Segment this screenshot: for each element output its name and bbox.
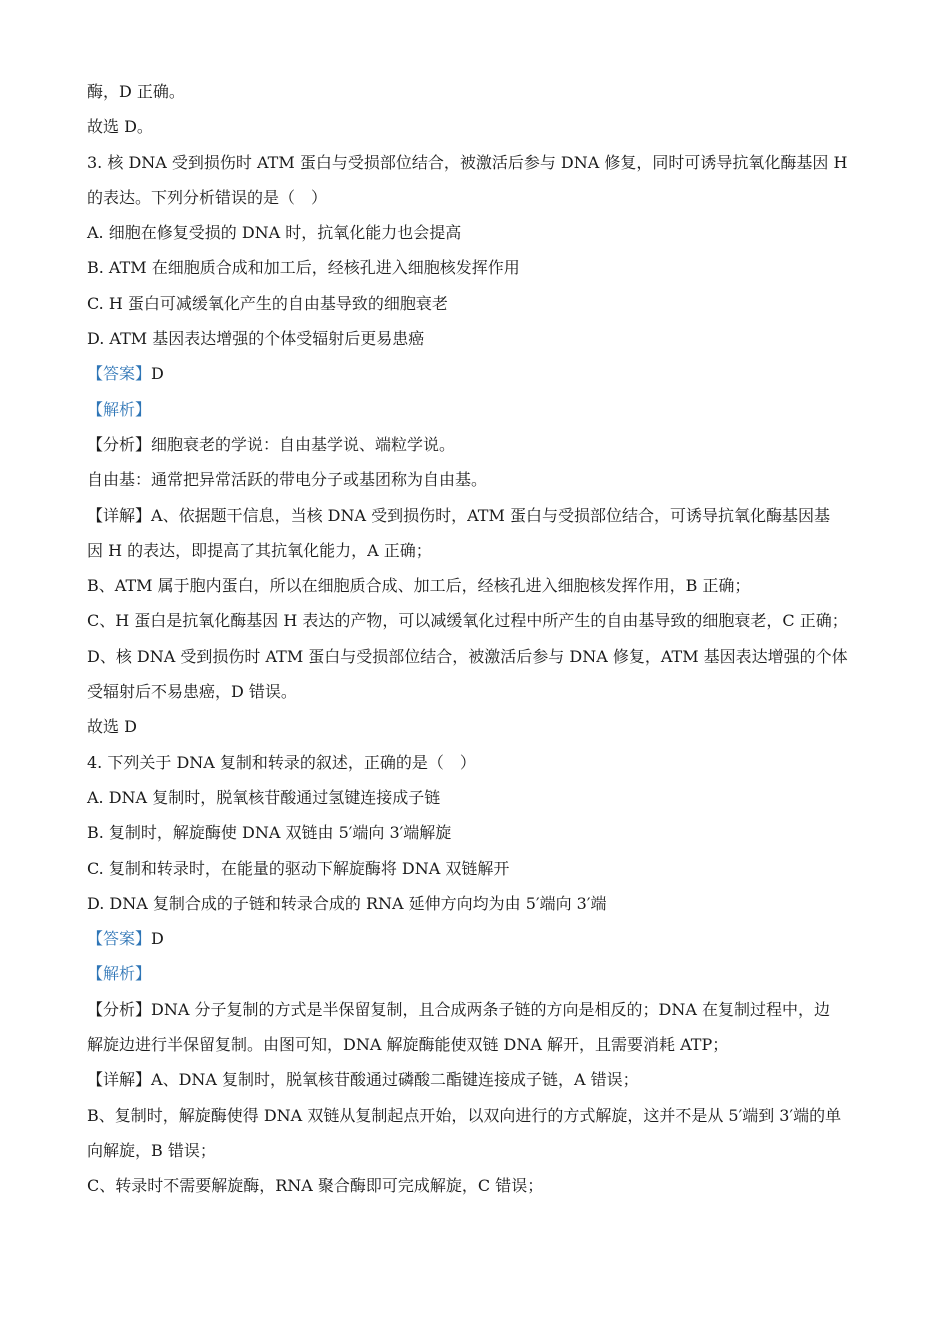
line-text: 自由基：通常把异常活跃的带电分子或基团称为自由基。 (87, 470, 488, 490)
line-text: 向解旋，B 错误； (87, 1140, 216, 1160)
option-d (87, 886, 872, 921)
line-text: 细胞衰老的学说：自由基学说、端粒学说。 (151, 434, 456, 454)
line-text: A. DNA 复制时，脱氧核苷酸通过氢键连接成子链 (87, 787, 441, 807)
question-stem (87, 180, 872, 215)
detail-prefix: 【详解】 (87, 505, 152, 525)
line-text: C、H 蛋白是抗氧化酶基因 H 表达的产物，可以减缓氧化过程中所产生的自由基导致的细胞衰老，C 正确； (87, 611, 848, 631)
document-page (87, 74, 872, 1204)
analysis-heading (87, 956, 872, 991)
text-line (87, 603, 872, 638)
option-c (87, 851, 872, 886)
answer-line (87, 356, 872, 391)
option-d (87, 321, 872, 356)
option-b (87, 815, 872, 850)
text-line (87, 639, 872, 674)
answer-tag: 【答案】 (87, 929, 152, 949)
line-text: 因 H 的表达，即提高了其抗氧化能力，A 正确； (87, 540, 432, 560)
text-line (87, 109, 872, 144)
analysis-prefix: 【分析】 (87, 434, 152, 454)
analysis-line (87, 992, 872, 1027)
line-text: D. DNA 复制合成的子链和转录合成的 RNA 延伸方向均为由 5′端向 3′端 (87, 893, 607, 913)
text-line (87, 709, 872, 744)
line-text: 故选 D (87, 717, 137, 737)
detail-prefix: 【详解】 (87, 1070, 152, 1090)
detail-line (87, 498, 872, 533)
line-text: A、依据题干信息，当核 DNA 受到损伤时，ATM 蛋白与受损部位结合，可诱导抗氧化酶基因基 (151, 505, 830, 525)
line-text: B. ATM 在细胞质合成和加工后，经核孔进入细胞核发挥作用 (87, 258, 520, 278)
text-line (87, 1098, 872, 1133)
line-text: A、DNA 复制时，脱氧核苷酸通过磷酸二酯键连接成子链，A 错误； (151, 1070, 639, 1090)
line-text: 受辐射后不易患癌，D 错误。 (87, 682, 297, 702)
analysis-tag: 【解析】 (87, 399, 152, 419)
option-a (87, 215, 872, 250)
detail-line (87, 1062, 872, 1097)
line-text: 的表达。下列分析错误的是（ ） (87, 187, 328, 207)
option-b (87, 250, 872, 285)
line-text: C、转录时不需要解旋酶，RNA 聚合酶即可完成解旋，C 错误； (87, 1176, 544, 1196)
line-text: C. 复制和转录时，在能量的驱动下解旋酶将 DNA 双链解开 (87, 858, 510, 878)
option-c (87, 286, 872, 321)
question-stem (87, 745, 872, 780)
line-text: 解旋边进行半保留复制。由图可知，DNA 解旋酶能使双链 DNA 解开，且需要消耗 ATP； (87, 1035, 729, 1055)
answer-value: D (151, 929, 164, 949)
text-line (87, 1168, 872, 1203)
analysis-prefix: 【分析】 (87, 999, 152, 1019)
line-text: A. 细胞在修复受损的 DNA 时，抗氧化能力也会提高 (87, 223, 462, 243)
line-text: 酶，D 正确。 (87, 82, 185, 101)
line-text: C. H 蛋白可减缓氧化产生的自由基导致的细胞衰老 (87, 293, 448, 313)
line-text: D. ATM 基因表达增强的个体受辐射后更易患癌 (87, 329, 425, 349)
question-stem (87, 145, 872, 180)
text-line (87, 568, 872, 603)
line-text: 3. 核 DNA 受到损伤时 ATM 蛋白与受损部位结合，被激活后参与 DNA 修复，同时可诱导抗氧化酶基因 H (87, 152, 848, 172)
text-line (87, 462, 872, 497)
text-line (87, 674, 872, 709)
text-line (87, 74, 872, 109)
analysis-heading (87, 392, 872, 427)
text-line (87, 533, 872, 568)
analysis-line (87, 427, 872, 462)
answer-line (87, 921, 872, 956)
line-text: 4. 下列关于 DNA 复制和转录的叙述，正确的是（ ） (87, 752, 476, 772)
answer-value: D (151, 364, 164, 384)
line-text: 故选 D。 (87, 117, 153, 137)
line-text: DNA 分子复制的方式是半保留复制，且合成两条子链的方向是相反的；DNA 在复制过程中，边 (151, 999, 830, 1019)
text-line (87, 1133, 872, 1168)
option-a (87, 780, 872, 815)
line-text: D、核 DNA 受到损伤时 ATM 蛋白与受损部位结合，被激活后参与 DNA 修复，ATM 基因表达增强的个体 (87, 646, 848, 666)
line-text: B. 复制时，解旋酶使 DNA 双链由 5′端向 3′端解旋 (87, 823, 452, 843)
line-text: B、ATM 属于胞内蛋白，所以在细胞质合成、加工后，经核孔进入细胞核发挥作用，B 正确； (87, 576, 751, 596)
text-line (87, 1027, 872, 1062)
analysis-tag: 【解析】 (87, 964, 152, 984)
answer-tag: 【答案】 (87, 364, 152, 384)
line-text: B、复制时，解旋酶使得 DNA 双链从复制起点开始，以双向进行的方式解旋，这并不是从 5′端到 3′端的单 (87, 1105, 842, 1125)
